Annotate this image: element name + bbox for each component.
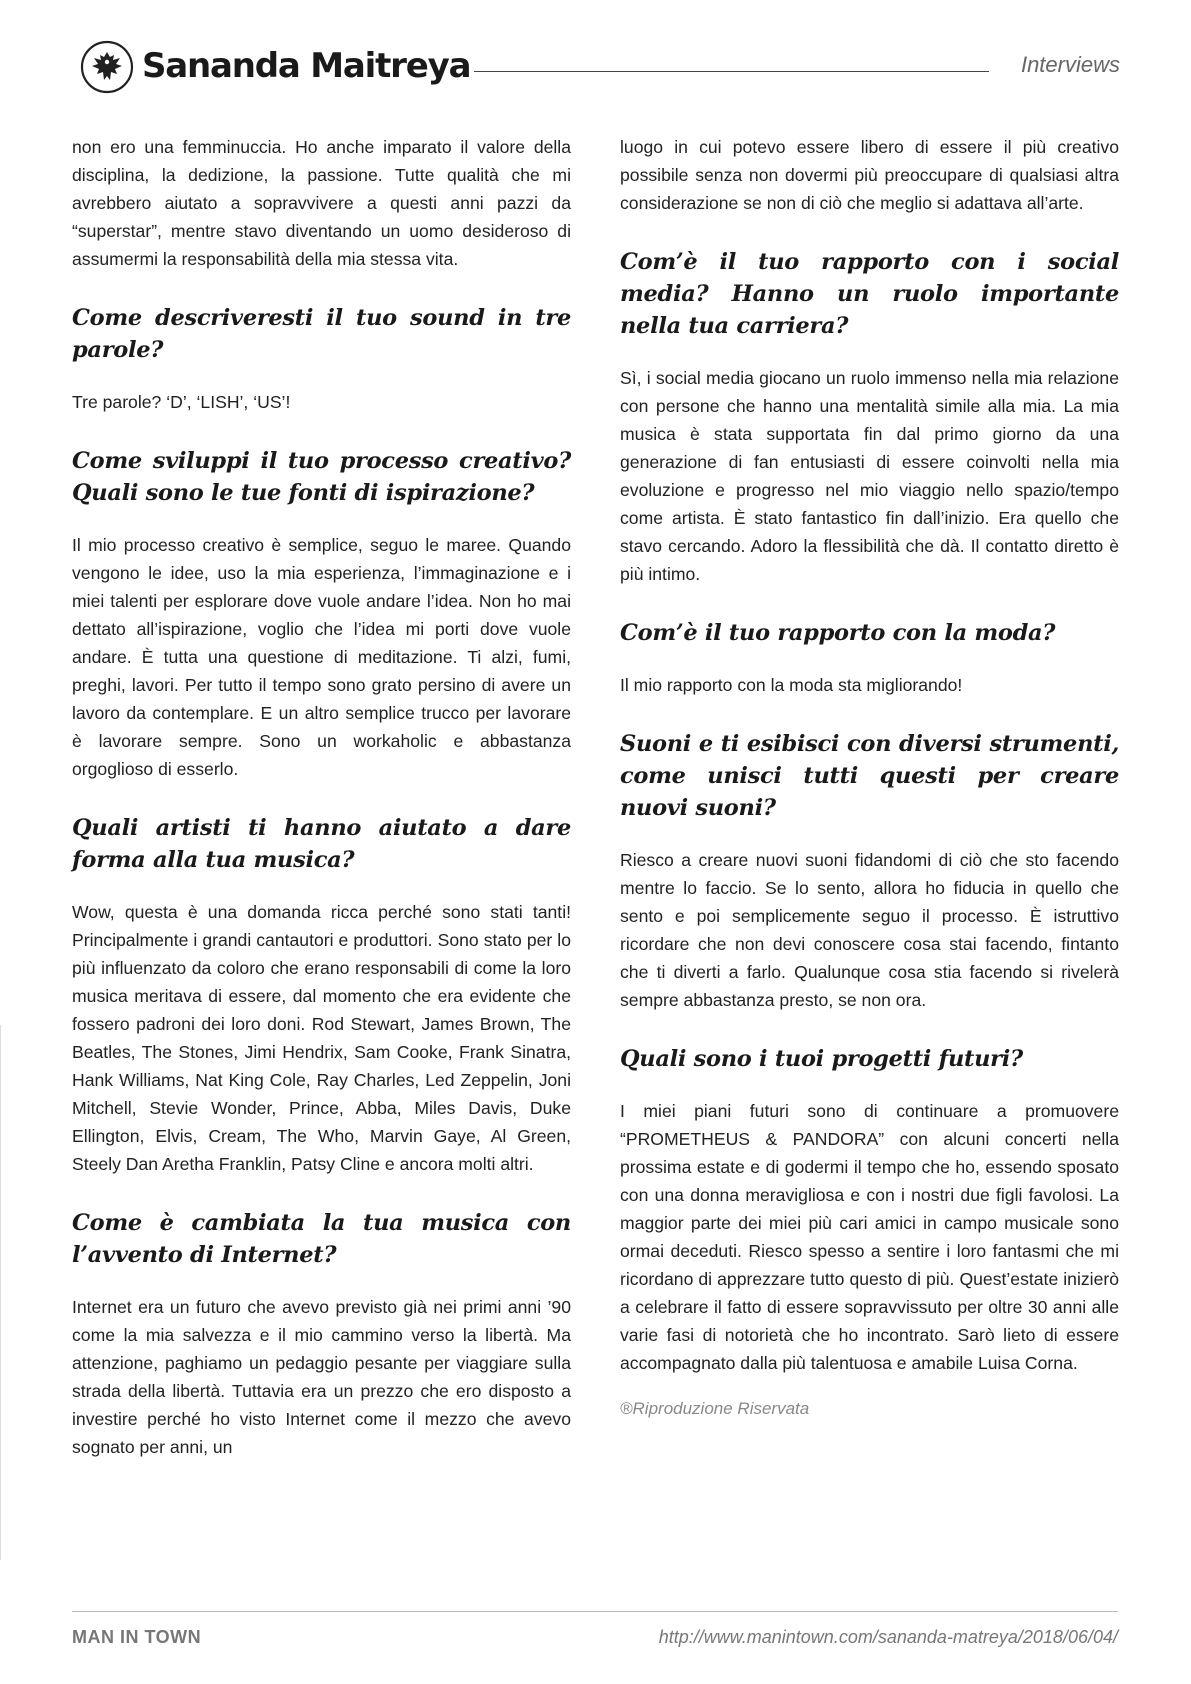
question-heading: Quali artisti ti hanno aiutato a dare forma alla tua musica?	[72, 815, 571, 873]
answer-paragraph: Riesco a creare nuovi suoni fidandomi di ciò che sto facendo mentre lo faccio. Se lo sento, allora ho fiducia in quello che sento e poi semplicemente seguo il processo. È istruttivo ricordare che non devi conoscere cosa stai facendo, fintanto che ti diverti a farlo. Qualunque cosa stia facendo si rivelerà sempre abbastanza presto, se non ora.	[620, 850, 1119, 1010]
copyright-credit: ®Riproduzione Riservata	[620, 1399, 810, 1418]
answer-paragraph: Il mio rapporto con la moda sta migliorando!	[620, 675, 963, 695]
question-heading: Come è cambiata la tua musica con l’avvento di Internet?	[72, 1210, 571, 1268]
answer-paragraph: Wow, questa è una domanda ricca perché sono stati tanti! Principalmente i grandi cantautori e produttori. Sono stato per lo più influenzato da coloro che erano responsabili di come la loro musica meritava di essere, dal momento che era evidente che fossero padroni dei loro doni. Rod Stewart, James Brown, The Beatles, The Stones, Jimi Hendrix, Sam Cooke, Frank Sinatra, Hank Williams, Nat King Cole, Ray Charles, Led Zeppelin, Joni Mitchell, Stevie Wonder, Prince, Abba, Miles Davis, Duke Ellington, Elvis, Cream, The Who, Marvin Gaye, Al Green, Steely Dan Aretha Franklin, Patsy Cline e ancora molti altri.	[72, 902, 571, 1174]
footer-divider	[72, 1611, 1118, 1612]
answer-paragraph: Tre parole? ‘D’, ‘LISH’, ‘US’!	[72, 392, 291, 412]
question-heading: Com’è il tuo rapporto con i social media? Hanno un ruolo importante nella tua carriera?	[620, 249, 1119, 339]
question-heading: Come descriveresti il tuo sound in tre parole?	[72, 305, 571, 363]
publication-name: MAN IN TOWN	[72, 1627, 202, 1647]
header-divider	[474, 71, 989, 72]
right-column	[620, 133, 1119, 1419]
page-header	[80, 38, 1120, 98]
answer-paragraph: I miei piani futuri sono di continuare a promuovere “PROMETHEUS & PANDORA” con alcuni concerti nella prossima estate e di godermi il tempo che ho, essendo sposato con una donna meravigliosa e con i nostri due figli favolosi. La maggior parte dei miei più cari amici in campo musicale sono ormai deceduti. Riesco spesso a sentire i loro fantasmi che mi ricordano di apprezzare tutto questo di più. Quest’estate inizierò a celebrare il fatto di essere sopravvissuto per oltre 30 anni alle varie fasi di notorietà che ho incontrato. Sarò lieto di essere accompagnato dalla più talentuosa e amabile Luisa Corna.	[620, 1101, 1119, 1373]
question-heading: Come sviluppi il tuo processo creativo? Quali sono le tue fonti di ispirazione?	[72, 448, 571, 506]
answer-paragraph: luogo in cui potevo essere libero di essere il più creativo possibile senza non dovermi più preoccupare di qualsiasi altra considerazione se non di ciò che meglio si adattava all’arte.	[620, 137, 1119, 213]
section-label: Interviews	[1020, 52, 1120, 77]
source-url[interactable]: http://www.manintown.com/sananda-matreya/2018/06/04/	[658, 1627, 1118, 1647]
answer-paragraph: Internet era un futuro che avevo previsto già nei primi anni ’90 come la mia salvezza e il mio cammino verso la libertà. Ma attenzione, paghiamo un pedaggio pesante per viaggiare sulla strada della libertà. Tuttavia era un prezzo che ero disposto a investire perché ho visto Internet come il mezzo che avevo sognato per anni, un	[72, 1297, 571, 1457]
answer-paragraph: non ero una femminuccia. Ho anche imparato il valore della disciplina, la dedizione, la passione. Tutte qualità che mi avrebbero aiutato a sopravvivere a questi anni pazzi da “superstar”, mentre stavo diventando un uomo desideroso di assumermi la responsabilità della mia stessa vita.	[72, 137, 571, 269]
brand-title: Sananda Maitreya	[142, 46, 471, 86]
left-column	[72, 133, 571, 1461]
eagle-emblem-icon	[80, 40, 134, 94]
answer-paragraph: Il mio processo creativo è semplice, seguo le maree. Quando vengono le idee, uso la mia esperienza, l’immaginazione e i miei talenti per esplorare dove vuole andare l’idea. Non ho mai dettato all’ispirazione, voglio che l’idea mi porti dove vuole andare. È tutta una questione di meditazione. Ti alzi, fumi, preghi, lavori. Per tutto il tempo sono grato persino di avere un lavoro da contemplare. E un altro semplice trucco per lavorare è lavorare sempre. Sono un workaholic e abbastanza orgoglioso di esserlo.	[72, 535, 571, 779]
question-heading: Quali sono i tuoi progetti futuri?	[620, 1046, 1023, 1072]
margin-line	[0, 1025, 1, 1560]
question-heading: Com’è il tuo rapporto con la moda?	[620, 620, 1056, 646]
question-heading: Suoni e ti esibisci con diversi strumenti, come unisci tutti questi per creare nuovi suoni?	[620, 731, 1119, 821]
answer-paragraph: Sì, i social media giocano un ruolo immenso nella mia relazione con persone che hanno una mentalità simile alla mia. La mia musica è stata supportata fin dal primo giorno da una generazione di fan entusiasti di essere coinvolti nella mia evoluzione e progresso nel mio viaggio nello spazio/tempo come artista. È stato fantastico fin dall’inizio. Era quello che stavo cercando. Adoro la flessibilità che dà. Il contatto diretto è più intimo.	[620, 368, 1119, 584]
